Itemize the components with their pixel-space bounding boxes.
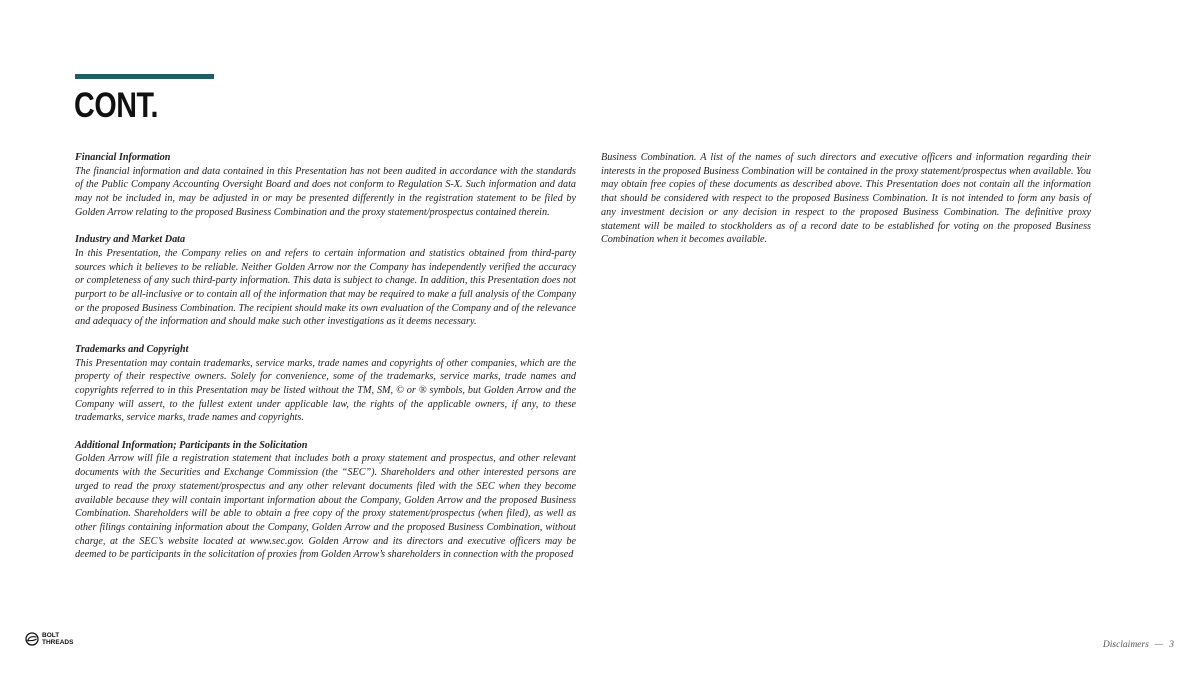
section-body: This Presentation may contain trademarks, service marks, trade names and copyrights of other companies, which are the property of their respective owners. Solely for convenience, some of the trademarks, service marks, trade names and copyrights referred to in this Presentation may be listed without the TM, SM, © or ® symbols, but Golden Arrow and the Company will assert, to the fullest extent under applicable law, the rights of the applicable owners, if any, to these trademarks, service marks, trade names and copyrights. [75, 357, 576, 424]
page-footer [1103, 640, 1174, 650]
section-heading: Trademarks and Copyright [75, 343, 189, 355]
logo-line-1: BOLT [42, 632, 60, 639]
page-number: 3 [1169, 640, 1174, 650]
financial-information-section [75, 151, 576, 220]
footer-separator: — [1154, 640, 1164, 650]
additional-information-section [75, 439, 576, 562]
footer-section-label: Disclaimers [1102, 640, 1149, 650]
logo-line-2: THREADS [42, 639, 74, 646]
section-body: In this Presentation, the Company relies on and refers to certain information and statistics obtained from third-party sources which it believes to be reliable. Neither Golden Arrow nor the Company has independently verified the accuracy or completeness of any such third-party information. This data is subject to change. In addition, this Presentation does not purport to be all-inclusive or to contain all of the information that may be required to make a full analysis of the Company or the proposed Business Combination. The recipient should make its own evaluation of the Company and of the relevance and adequacy of the information and should make such other investigations as it deems necessary. [75, 247, 576, 328]
section-body: Golden Arrow will file a registration statement that includes both a proxy statement and prospectus, and other relevant documents with the Securities and Exchange Commission (the “SEC”). Shareholders and other interested persons are urged to read the proxy statement/prospectus and any other relevant documents filed with the SEC when they become available because they will contain important information about the Company, Golden Arrow and the proposed Business Combination. Shareholders will be able to obtain a free copy of the proxy statement/prospectus (when filed), as well as other filings containing information about the Company, Golden Arrow and the proposed Business Combination, without charge, at the SEC’s website located at www.sec.gov. Golden Arrow and its directors and executive officers may be deemed to be participants in the solicitation of proxies from Golden Arrow’s shareholders in connection with the proposed [75, 453, 576, 561]
section-body: The financial information and data contained in this Presentation has not been audited in accordance with the standards of the Public Company Accounting Oversight Board and does not conform to Regulation S-X. Such information and data may not be included in, may be adjusted in or may be presented differently in the registration statement to be filed by Golden Arrow relating to the proposed Business Combination and the proxy statement/prospectus contained therein. [75, 165, 576, 218]
industry-market-data-section [75, 233, 576, 329]
bolt-threads-logo-icon [25, 632, 39, 646]
section-heading: Financial Information [75, 152, 171, 163]
section-heading: Industry and Market Data [75, 234, 186, 246]
bolt-threads-logo [25, 632, 73, 646]
left-column [75, 151, 576, 576]
logo-wordmark [42, 632, 73, 646]
trademarks-copyright-section [75, 343, 576, 425]
section-heading: Additional Information; Participants in the Solicitation [75, 439, 308, 451]
page-title: CONT. [74, 86, 159, 125]
right-column [601, 151, 1091, 247]
continued-paragraph: Business Combination. A list of the names of such directors and executive officers and information regarding their interests in the proposed Business Combination will be contained in the proxy statement/prospectus when available. You may obtain free copies of these documents as described above. This Presentation does not contain all the information that should be considered with respect to the proposed Business Combination. It is not intended to form any basis of any investment decision or any decision in respect to the proposed Business Combination. The definitive proxy statement will be mailed to stockholders as of a record date to be established for voting on the proposed Business Combination when it becomes available. [601, 152, 1091, 246]
title-accent-bar [75, 74, 214, 79]
